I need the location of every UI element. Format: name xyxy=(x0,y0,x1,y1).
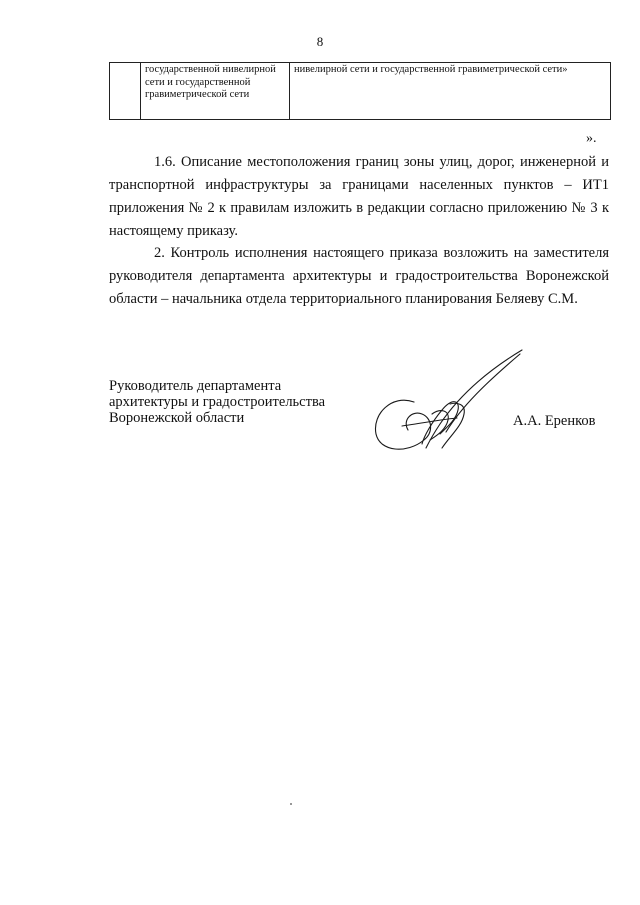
signatory-title-line-1: Руководитель департамента xyxy=(109,378,282,394)
paragraph-1-6 xyxy=(109,151,609,243)
page-number: 8 xyxy=(316,34,324,49)
table-cell-name: государственной нивелирной сети и государственной гравиметрической сети xyxy=(141,63,290,120)
signatory-title xyxy=(109,378,379,426)
paragraph-2 xyxy=(109,242,609,311)
continuation-table xyxy=(109,62,611,120)
paragraph-2-text: 2. Контроль исполнения настоящего приказа возложить на заместителя руководителя департамента архитектуры и градостроительства Воронежской области – начальника отдела территориального планирования Беляеву С.М. xyxy=(109,245,609,307)
scan-speck xyxy=(290,803,292,805)
handwritten-signature xyxy=(362,344,532,469)
paragraph-1-6-text: 1.6. Описание местоположения границ зоны улиц, дорог, инженерной и транспортной инфраструктуры за границами населенных пунктов – ИТ1 приложения № 2 к правилам изложить в редакции согласно приложению № 3 к настоящему приказу. xyxy=(109,154,609,239)
table-cell-number xyxy=(110,63,141,120)
signatory-title-line-2: архитектуры и градостроительства xyxy=(109,394,326,410)
closing-quote: ». xyxy=(586,131,597,146)
signatory-name: А.А. Еренков xyxy=(513,413,596,429)
table-row xyxy=(110,63,611,120)
table-cell-description: нивелирной сети и государственной гравиметрической сети» xyxy=(290,63,611,120)
signatory-title-line-3: Воронежской области xyxy=(109,410,245,426)
